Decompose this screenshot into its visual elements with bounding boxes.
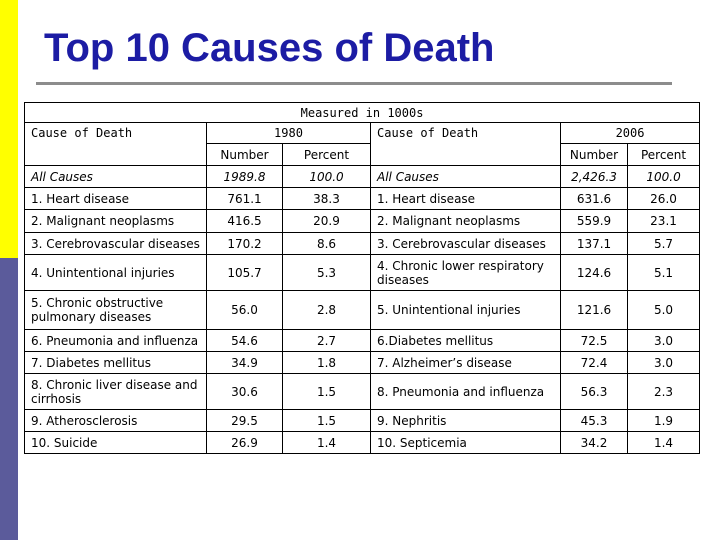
percent-2006: 23.1 xyxy=(628,210,700,233)
cause-1980: 8. Chronic liver disease and cirrhosis xyxy=(25,374,207,410)
number-2006: 137.1 xyxy=(561,233,628,255)
number-2006: 45.3 xyxy=(561,410,628,432)
table-row xyxy=(25,210,700,233)
cause-1980: 10. Suicide xyxy=(25,432,207,454)
percent-1980: 20.9 xyxy=(283,210,371,233)
number-1980: 29.5 xyxy=(207,410,283,432)
cause-1980: 5. Chronic obstructive pulmonary diseases xyxy=(25,291,207,330)
percent-2006: 26.0 xyxy=(628,188,700,210)
cause-2006: 4. Chronic lower respiratory diseases xyxy=(371,255,561,291)
cause-1980: 3. Cerebrovascular diseases xyxy=(25,233,207,255)
percent-1980: 2.7 xyxy=(283,330,371,352)
percent-2006: 1.9 xyxy=(628,410,700,432)
all-causes-percent-1980: 100.0 xyxy=(283,166,371,188)
number-1980: 30.6 xyxy=(207,374,283,410)
cause-2006: 10. Septicemia xyxy=(371,432,561,454)
percent-2006: 5.1 xyxy=(628,255,700,291)
cause-2006: 7. Alzheimer’s disease xyxy=(371,352,561,374)
cause-2006: 5. Unintentional injuries xyxy=(371,291,561,330)
percent-1980: 1.5 xyxy=(283,410,371,432)
header-cause-2006: Cause of Death xyxy=(371,123,561,166)
cause-2006: 2. Malignant neoplasms xyxy=(371,210,561,233)
number-2006: 72.5 xyxy=(561,330,628,352)
cause-1980: 7. Diabetes mellitus xyxy=(25,352,207,374)
causes-of-death-table xyxy=(24,102,700,454)
number-1980: 761.1 xyxy=(207,188,283,210)
percent-2006: 2.3 xyxy=(628,374,700,410)
table-row xyxy=(25,255,700,291)
number-2006: 34.2 xyxy=(561,432,628,454)
all-causes-percent-2006: 100.0 xyxy=(628,166,700,188)
percent-1980: 2.8 xyxy=(283,291,371,330)
percent-1980: 1.5 xyxy=(283,374,371,410)
number-1980: 105.7 xyxy=(207,255,283,291)
all-causes-number-2006: 2,426.3 xyxy=(561,166,628,188)
header-year-1980: 1980 xyxy=(207,123,371,144)
header-number-2006: Number xyxy=(561,144,628,166)
percent-1980: 8.6 xyxy=(283,233,371,255)
number-1980: 26.9 xyxy=(207,432,283,454)
title-underline xyxy=(36,82,672,85)
table-body xyxy=(25,103,700,454)
cause-2006: 8. Pneumonia and influenza xyxy=(371,374,561,410)
table-row xyxy=(25,188,700,210)
percent-1980: 38.3 xyxy=(283,188,371,210)
cause-1980: 6. Pneumonia and influenza xyxy=(25,330,207,352)
slide-title: Top 10 Causes of Death xyxy=(44,26,495,70)
cause-2006: 1. Heart disease xyxy=(371,188,561,210)
all-causes-label-2006: All Causes xyxy=(371,166,561,188)
header-percent-2006: Percent xyxy=(628,144,700,166)
number-2006: 121.6 xyxy=(561,291,628,330)
number-1980: 56.0 xyxy=(207,291,283,330)
table-caption: Measured in 1000s xyxy=(25,103,700,123)
table-row xyxy=(25,352,700,374)
number-1980: 34.9 xyxy=(207,352,283,374)
header-year-2006: 2006 xyxy=(561,123,700,144)
percent-1980: 5.3 xyxy=(283,255,371,291)
number-1980: 54.6 xyxy=(207,330,283,352)
cause-2006: 9. Nephritis xyxy=(371,410,561,432)
number-1980: 170.2 xyxy=(207,233,283,255)
header-percent-1980: Percent xyxy=(283,144,371,166)
table-row xyxy=(25,410,700,432)
percent-2006: 3.0 xyxy=(628,352,700,374)
cause-2006: 6.Diabetes mellitus xyxy=(371,330,561,352)
table-row xyxy=(25,291,700,330)
table-row xyxy=(25,233,700,255)
percent-1980: 1.8 xyxy=(283,352,371,374)
cause-1980: 4. Unintentional injuries xyxy=(25,255,207,291)
all-causes-number-1980: 1989.8 xyxy=(207,166,283,188)
table-row xyxy=(25,374,700,410)
accent-bar-yellow xyxy=(0,0,18,258)
percent-1980: 1.4 xyxy=(283,432,371,454)
number-2006: 56.3 xyxy=(561,374,628,410)
cause-1980: 9. Atherosclerosis xyxy=(25,410,207,432)
table-row xyxy=(25,432,700,454)
number-2006: 631.6 xyxy=(561,188,628,210)
header-cause-1980: Cause of Death xyxy=(25,123,207,166)
all-causes-label-1980: All Causes xyxy=(25,166,207,188)
table-row xyxy=(25,330,700,352)
number-2006: 124.6 xyxy=(561,255,628,291)
cause-2006: 3. Cerebrovascular diseases xyxy=(371,233,561,255)
header-number-1980: Number xyxy=(207,144,283,166)
number-1980: 416.5 xyxy=(207,210,283,233)
accent-bar-purple xyxy=(0,258,18,540)
percent-2006: 5.0 xyxy=(628,291,700,330)
cause-1980: 1. Heart disease xyxy=(25,188,207,210)
percent-2006: 5.7 xyxy=(628,233,700,255)
number-2006: 72.4 xyxy=(561,352,628,374)
number-2006: 559.9 xyxy=(561,210,628,233)
cause-1980: 2. Malignant neoplasms xyxy=(25,210,207,233)
percent-2006: 3.0 xyxy=(628,330,700,352)
percent-2006: 1.4 xyxy=(628,432,700,454)
all-causes-row xyxy=(25,166,700,188)
